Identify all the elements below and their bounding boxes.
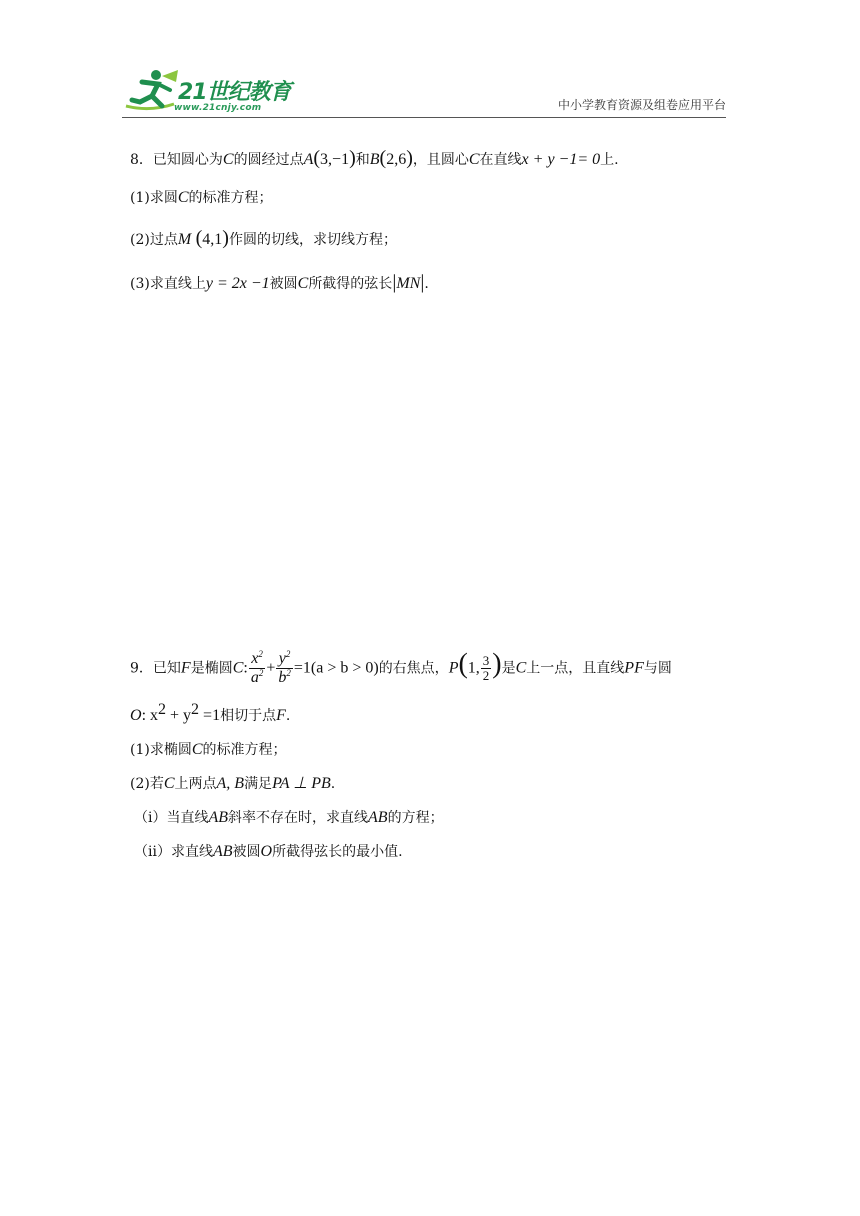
fraction: $\frac{x^2}{a^2}$ <box>250 649 264 686</box>
paren: ) <box>222 227 229 249</box>
text: ，且圆心 <box>412 152 469 168</box>
question-9-subpart-i <box>134 810 444 826</box>
question-8-part-2 <box>130 228 397 248</box>
math-symbol: + <box>266 659 276 677</box>
math-var: F <box>180 659 191 677</box>
logo-name: 21世纪教育 <box>178 80 291 105</box>
text: 上. <box>600 152 619 168</box>
math-equation: PA ⊥ PB <box>272 775 331 792</box>
math-var: AB <box>212 843 233 860</box>
header-divider <box>122 117 726 118</box>
platform-name: 中小学教育资源及组卷应用平台 <box>557 98 726 112</box>
math-coord: 3,−1 <box>320 151 350 168</box>
text: 满足 <box>244 776 273 792</box>
math-coord: 4,1 <box>202 231 223 248</box>
math-var: C <box>468 151 480 168</box>
math-equation: =1 <box>199 707 221 724</box>
text: 与圆 <box>643 660 672 677</box>
text: 的方程； <box>387 810 444 826</box>
math-var: P <box>448 659 459 677</box>
math-var: C <box>222 151 234 168</box>
text: (1)求圆 <box>130 190 178 206</box>
paren: ( <box>379 147 387 169</box>
abs-bar: | <box>392 271 397 293</box>
text: . <box>424 276 429 292</box>
text: 被圆 <box>269 276 298 292</box>
text: 在直线 <box>479 152 522 168</box>
question-8-part-3 <box>130 272 429 292</box>
math-equation: x + y −1= 0 <box>521 151 601 168</box>
text: 所截得弦长的最小值. <box>272 844 403 860</box>
math-var: C <box>191 741 203 758</box>
question-9-stem-cont: O: $x^2 + y^2 =1$相切于点F. <box>130 701 291 724</box>
text: （ⅱ）求直线 <box>134 844 213 860</box>
text: 已知 <box>152 660 181 677</box>
math-var: MN <box>396 275 421 292</box>
math-var: B <box>369 151 380 168</box>
question-9-part-2 <box>130 776 335 792</box>
paren: ( <box>313 147 321 169</box>
math-var: y <box>278 650 286 667</box>
fraction-numerator: 3 <box>482 653 490 669</box>
math-equation: y = 2x −1 <box>205 275 270 292</box>
text: 相切于点 <box>220 708 277 724</box>
math-var: M <box>177 231 192 248</box>
fraction <box>481 654 492 682</box>
math-equation: : x <box>141 707 159 724</box>
text: 被圆 <box>232 844 261 860</box>
paren: ( <box>458 648 468 680</box>
question-9-subpart-ii <box>134 844 403 860</box>
text: (3)求直线上 <box>130 276 206 292</box>
math-var: AB <box>368 809 388 826</box>
logo-url: www.21cnjy.com <box>174 103 262 113</box>
math-var: O <box>260 843 273 860</box>
math-var: AB <box>208 809 229 826</box>
text: 作圆的切线，求切线方程； <box>228 232 397 248</box>
logo <box>122 66 302 118</box>
question-9-stem <box>130 650 672 687</box>
text: . <box>330 776 336 792</box>
text: . <box>285 708 291 724</box>
paren: ) <box>406 147 413 169</box>
math-equation: =1(a > b > 0) <box>293 659 379 677</box>
page-header <box>122 66 726 118</box>
math-equation: + y <box>166 707 192 724</box>
math-var: C <box>297 275 309 292</box>
text: 和 <box>355 152 370 168</box>
question-9-part-1 <box>130 742 287 758</box>
math-coord: 2,6 <box>386 151 407 168</box>
math-var: a <box>250 668 259 686</box>
math-var: C <box>232 659 244 677</box>
text: 的标准方程； <box>202 742 287 758</box>
paren: ( <box>195 227 203 249</box>
abs-bar: | <box>420 271 425 293</box>
math-var: C <box>163 775 175 792</box>
text: (2)过点 <box>130 232 178 248</box>
text: 的标准方程； <box>188 190 273 206</box>
text: 的圆经过点 <box>233 152 304 168</box>
text: 上两点 <box>174 776 217 792</box>
text: （ⅰ）当直线 <box>134 810 209 826</box>
paren: ) <box>492 648 502 680</box>
fraction: $\frac{y^2}{b^2}$ <box>278 649 291 686</box>
question-number: 9． <box>130 660 153 677</box>
math-var: C <box>515 659 527 677</box>
math-var: A <box>303 151 314 168</box>
math-var: O <box>130 707 142 724</box>
text: 已知圆心为 <box>152 152 223 168</box>
question-8-stem <box>130 148 619 168</box>
question-8-part-1 <box>130 190 273 206</box>
text: (1)求椭圆 <box>130 742 192 758</box>
math-var: PF <box>624 659 644 677</box>
text: 是椭圆 <box>190 660 233 677</box>
text: 斜率不存在时，求直线 <box>228 810 369 826</box>
text: 所截得的弦长 <box>308 276 393 292</box>
text: 上一点，且直线 <box>526 660 625 677</box>
text: 是 <box>501 660 516 677</box>
fraction-denominator: 2 <box>482 667 490 683</box>
math-var: b <box>278 668 287 686</box>
math-symbol: : <box>243 659 248 677</box>
question-number: 8． <box>130 152 153 168</box>
text: 的右焦点， <box>378 660 449 677</box>
paren: ) <box>349 147 356 169</box>
math-coord: 1, <box>467 659 480 677</box>
math-var: A, B <box>216 775 245 792</box>
math-var: F <box>276 707 286 724</box>
text: (2)若 <box>130 776 164 792</box>
math-var: C <box>177 189 189 206</box>
math-var: x <box>251 650 259 667</box>
